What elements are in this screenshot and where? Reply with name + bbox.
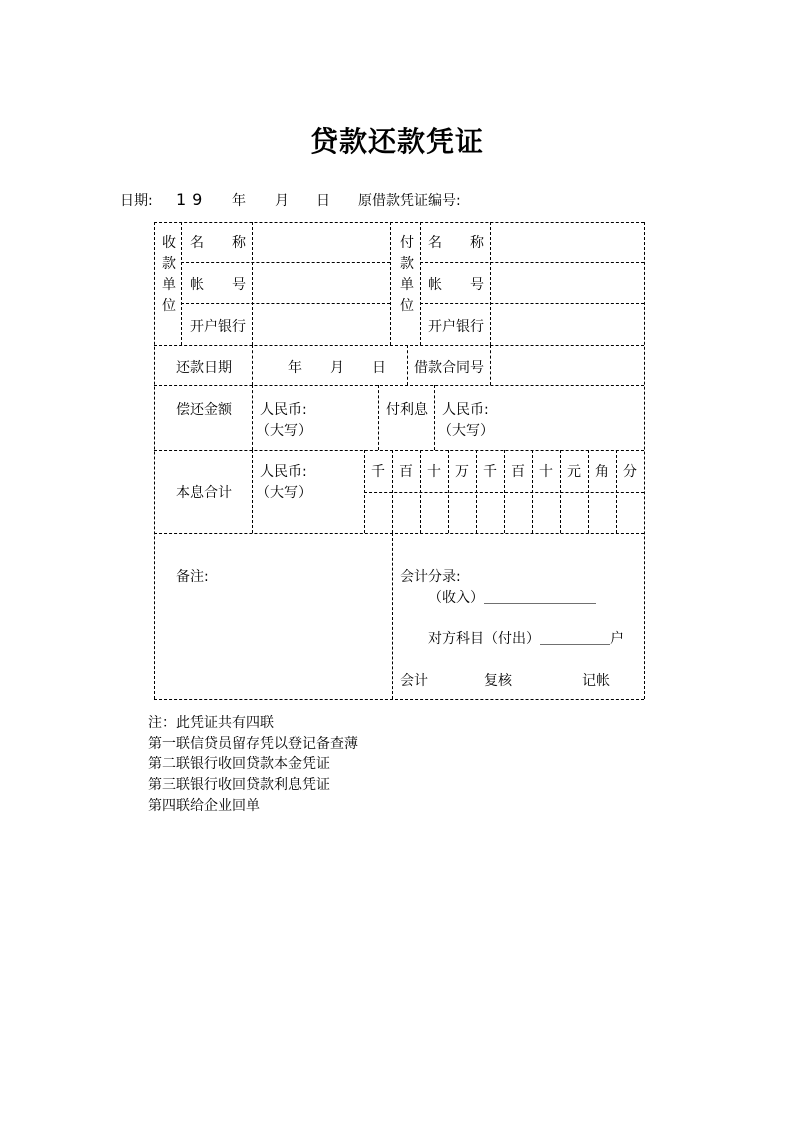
date-year-label: 年 [232,193,246,209]
payer-name-label: 名 称 [428,235,484,251]
remarks-label: 备注: [176,569,209,585]
row-divider [154,533,644,534]
row-divider [420,303,644,304]
payee-name-label: 名 称 [190,235,246,251]
accounting-entry-label: 会计分录: [400,569,461,585]
digit-col-divider [560,450,561,533]
repay-month-label: 月 [330,360,344,376]
accountant-label: 会计 [400,673,428,689]
col-divider [392,533,393,699]
payer-side-char: 款 [400,256,414,272]
col-divider [252,345,253,385]
repay-day-label: 日 [372,360,386,376]
payee-side-char: 款 [162,256,176,272]
row-divider [181,303,390,304]
digit-header: 万 [455,464,469,480]
total-rmb-label: 人民币: [260,464,307,480]
note-line: 第三联银行收回贷款利息凭证 [148,777,330,793]
digit-header: 十 [539,464,553,480]
row-divider [154,385,644,386]
page-title: 贷款还款凭证 [309,125,484,158]
digit-header: 角 [595,464,609,480]
repay-year-label: 年 [288,360,302,376]
payer-bank-label: 开户银行 [428,319,484,335]
digit-header: 百 [399,464,413,480]
payee-side-char: 位 [162,298,176,314]
col-divider [181,222,182,345]
col-divider [252,450,253,533]
digit-header: 千 [483,464,497,480]
date-label: 日期: [120,193,153,209]
interest-label: 付利息 [386,402,428,418]
principal-rmb-label: 人民币: [260,402,307,418]
interest-capital-label: （大写） [438,423,494,439]
counter-account-label: 对方科目（付出）＿＿＿＿＿户 [428,631,624,647]
total-label: 本息合计 [176,485,232,501]
digit-header: 分 [623,464,637,480]
digit-col-divider [504,450,505,533]
digit-header: 十 [427,464,441,480]
digit-col-divider [476,450,477,533]
payer-side-char: 位 [400,298,414,314]
col-divider [252,222,253,345]
col-divider [252,385,253,450]
total-capital-label: （大写） [256,485,312,501]
row-divider [181,262,390,263]
review-label: 复核 [484,673,512,689]
row-divider [154,450,644,451]
date-day-label: 日 [316,193,330,209]
digit-col-divider [364,450,365,533]
digit-header: 千 [371,464,385,480]
col-divider [490,222,491,345]
digit-col-divider [616,450,617,533]
note-line: 注：此凭证共有四联 [148,715,274,731]
income-label: （收入）＿＿＿＿＿＿＿＿ [428,590,596,606]
note-line: 第四联给企业回单 [148,798,260,814]
payer-side-char: 付 [400,235,414,251]
digit-col-divider [392,450,393,533]
table-border-bottom [154,699,644,700]
row-divider [420,262,644,263]
payer-account-label: 帐 号 [428,277,484,293]
col-divider [434,385,435,450]
digit-col-divider [448,450,449,533]
table-border-left [154,222,155,699]
original-voucher-label: 原借款凭证编号: [358,193,461,209]
note-line: 第二联银行收回贷款本金凭证 [148,756,330,772]
col-divider [490,345,491,385]
digit-header: 元 [567,464,581,480]
table-border-top [154,222,644,223]
payee-side-char: 收 [162,235,176,251]
digit-col-divider [532,450,533,533]
interest-rmb-label: 人民币: [442,402,489,418]
principal-label: 偿还金额 [176,402,232,418]
col-divider [407,345,408,385]
col-divider [378,385,379,450]
payee-side-char: 单 [162,277,176,293]
payee-account-label: 帐 号 [190,277,246,293]
principal-capital-label: （大写） [256,423,312,439]
payee-bank-label: 开户银行 [190,319,246,335]
digit-col-divider [588,450,589,533]
row-divider [154,345,644,346]
payer-side-char: 单 [400,277,414,293]
date-month-label: 月 [275,193,289,209]
year-prefix: 19 [176,190,209,209]
repay-date-label: 还款日期 [176,360,232,376]
note-line: 第一联信贷员留存凭以登记备查薄 [148,736,358,752]
col-divider [420,222,421,345]
col-divider [390,222,391,345]
contract-number-label: 借款合同号 [414,360,484,376]
bookkeeping-label: 记帐 [582,673,610,689]
digit-col-divider [420,450,421,533]
table-border-right [644,222,645,699]
digit-header: 百 [511,464,525,480]
